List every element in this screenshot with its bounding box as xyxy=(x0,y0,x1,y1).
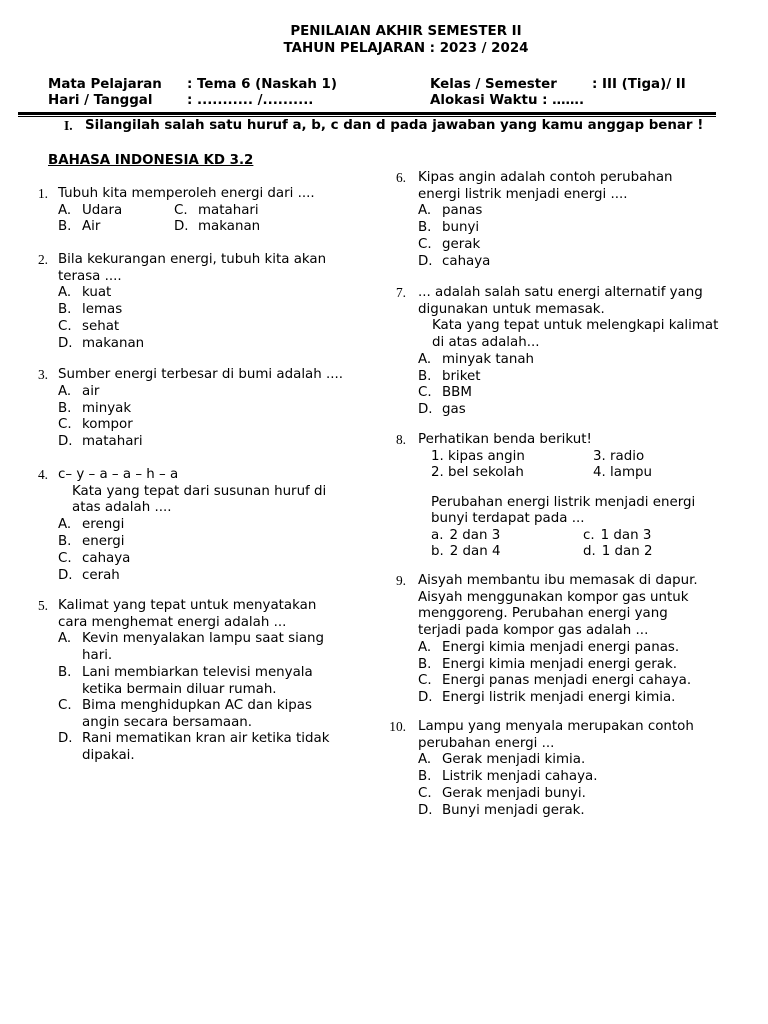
option-text: Energi kimia menjadi energi gerak. xyxy=(442,656,677,672)
option-text: makanan xyxy=(82,335,145,351)
instruction-text: Silangilah salah satu huruf a, b, c dan d pada jawaban yang kamu anggap benar ! xyxy=(85,118,704,133)
question-text: digunakan untuk memasak. xyxy=(418,301,605,317)
answer-option[interactable] xyxy=(418,352,534,369)
answer-option[interactable] xyxy=(418,640,679,657)
option-letter: B. xyxy=(58,664,72,680)
option-letter: B. xyxy=(58,400,72,416)
option-text: minyak tanah xyxy=(442,351,535,367)
question-text: Kata yang tepat dari susunan huruf di xyxy=(72,483,327,499)
option-letter: A. xyxy=(58,285,72,301)
answer-option[interactable] xyxy=(418,203,482,220)
option-letter: A. xyxy=(418,752,432,768)
time-allocation: Alokasi Waktu : ……. xyxy=(430,93,585,108)
question-text: cara menghemat energi adalah ... xyxy=(58,614,287,630)
question-item: 4. lampu xyxy=(593,465,652,481)
option-text: Energi panas menjadi energi cahaya. xyxy=(442,673,692,689)
answer-option[interactable] xyxy=(174,219,260,236)
question-number: 10. xyxy=(389,719,406,734)
school-year: TAHUN PELAJARAN : 2023 / 2024 xyxy=(283,41,529,56)
option-text-continued: hari. xyxy=(82,648,113,664)
option-letter: B. xyxy=(58,219,72,235)
question-text: Kalimat yang tepat untuk menyatakan xyxy=(58,598,317,613)
option-text: cahaya xyxy=(442,253,491,269)
question-number: 6. xyxy=(395,170,406,185)
question-text: menggoreng. Perubahan energi yang xyxy=(418,606,668,622)
date-label: Hari / Tanggal xyxy=(48,93,153,108)
option-letter: D. xyxy=(174,219,189,235)
option-letter: B. xyxy=(418,368,432,384)
option-letter: B. xyxy=(58,302,72,318)
option-letter: C. xyxy=(418,786,432,801)
section-title: BAHASA INDONESIA KD 3.2 xyxy=(48,153,254,168)
answer-option[interactable] xyxy=(58,665,313,682)
option-letter: B. xyxy=(58,533,72,549)
option-letter: C. xyxy=(58,550,72,566)
option-letter: C. xyxy=(58,698,72,713)
option-text-continued: angin secara bersamaan. xyxy=(82,714,253,730)
option-text: Gerak menjadi kimia. xyxy=(442,752,586,768)
option-letter: d. xyxy=(583,544,596,560)
answer-option[interactable] xyxy=(58,285,111,302)
question-number: 3. xyxy=(37,367,48,382)
option-letter: A. xyxy=(58,383,72,399)
option-text: energi xyxy=(82,533,125,549)
question-text: terjadi pada kompor gas adalah ... xyxy=(418,623,649,639)
subject-label: Mata Pelajaran xyxy=(48,77,162,92)
option-text: Energi kimia menjadi energi panas. xyxy=(442,639,680,655)
option-text: gas xyxy=(442,402,466,418)
option-text: kuat xyxy=(82,285,112,301)
answer-option[interactable] xyxy=(418,752,585,769)
question-text: Kipas angin adalah contoh perubahan xyxy=(418,170,673,185)
answer-option[interactable] xyxy=(58,302,122,319)
answer-option[interactable] xyxy=(58,534,124,551)
option-text: matahari xyxy=(82,434,143,450)
question-number: 4. xyxy=(37,467,48,482)
option-text: bunyi xyxy=(442,220,480,236)
date-value: : ........... /.......... xyxy=(187,93,314,108)
option-text: cahaya xyxy=(82,550,131,566)
question-text: Bila kekurangan energi, tubuh kita akan xyxy=(58,252,327,267)
answer-option[interactable] xyxy=(418,690,675,707)
option-text-continued: dipakai. xyxy=(82,748,135,764)
header-divider-thin xyxy=(18,116,716,117)
question-stem: bunyi terdapat pada ... xyxy=(431,511,585,527)
option-text: lemas xyxy=(82,302,123,318)
option-letter: C. xyxy=(418,673,432,689)
instruction-number: I. xyxy=(64,118,73,133)
question-text: Lampu yang menyala merupakan contoh xyxy=(418,719,694,734)
option-letter: C. xyxy=(58,417,72,433)
option-text: gerak xyxy=(442,237,481,252)
answer-option[interactable] xyxy=(418,803,585,820)
option-text: briket xyxy=(442,368,481,384)
question-item: 2. bel sekolah xyxy=(431,465,524,481)
answer-option[interactable] xyxy=(583,544,653,561)
question-number: 1. xyxy=(37,186,48,201)
answer-option[interactable] xyxy=(418,369,481,386)
option-letter: A. xyxy=(418,351,432,367)
answer-option[interactable] xyxy=(174,203,259,220)
question-text: Tubuh kita memperoleh energi dari .... xyxy=(58,186,315,201)
answer-option[interactable] xyxy=(58,551,130,568)
question-text: Perhatikan benda berikut! xyxy=(418,432,592,447)
option-letter: D. xyxy=(418,253,433,269)
option-text: 2 dan 3 xyxy=(449,527,501,543)
answer-option[interactable] xyxy=(418,220,479,237)
option-letter: D. xyxy=(58,731,73,747)
option-letter: A. xyxy=(58,517,72,533)
answer-option[interactable] xyxy=(58,336,144,353)
question-text: ... adalah salah satu energi alternatif yang xyxy=(418,285,703,300)
answer-option[interactable] xyxy=(418,254,490,271)
answer-option[interactable] xyxy=(58,319,119,336)
option-letter: A. xyxy=(58,631,72,647)
option-letter: C. xyxy=(174,202,188,218)
question-text: Aisyah membantu ibu memasak di dapur. xyxy=(418,573,698,588)
answer-option[interactable] xyxy=(58,203,122,220)
answer-option[interactable] xyxy=(58,631,324,648)
option-text-continued: ketika bermain diluar rumah. xyxy=(82,681,277,697)
answer-option[interactable] xyxy=(418,769,597,786)
option-letter: c. xyxy=(583,527,595,543)
answer-option[interactable] xyxy=(431,544,501,561)
option-letter: B. xyxy=(418,656,432,672)
option-letter: D. xyxy=(418,802,433,818)
option-letter: D. xyxy=(418,402,433,418)
option-text: Bunyi menjadi gerak. xyxy=(442,802,585,818)
answer-option[interactable] xyxy=(58,384,99,401)
option-letter: C. xyxy=(418,385,432,401)
option-text: 1 dan 3 xyxy=(600,527,652,543)
question-number: 2. xyxy=(37,252,48,267)
option-text: BBM xyxy=(442,385,472,401)
option-text: cerah xyxy=(82,567,120,583)
question-number: 8. xyxy=(395,432,406,447)
option-letter: A. xyxy=(418,203,432,219)
question-text: atas adalah .... xyxy=(72,500,172,516)
question-number: 5. xyxy=(37,598,48,613)
answer-option[interactable] xyxy=(58,517,124,534)
option-letter: B. xyxy=(418,220,432,236)
option-letter: C. xyxy=(58,319,72,334)
answer-option[interactable] xyxy=(418,402,466,419)
option-letter: D. xyxy=(58,567,73,583)
option-text: 1 dan 2 xyxy=(601,544,653,560)
answer-option[interactable] xyxy=(58,434,143,451)
option-text: Energi listrik menjadi energi kimia. xyxy=(442,690,676,706)
question-item: 1. kipas angin xyxy=(431,448,525,464)
answer-option[interactable] xyxy=(583,528,651,545)
question-item: 3. radio xyxy=(593,448,645,464)
answer-option[interactable] xyxy=(431,528,500,545)
answer-option[interactable] xyxy=(418,786,586,803)
option-text: erengi xyxy=(82,517,125,533)
option-text: panas xyxy=(442,203,483,219)
answer-option[interactable] xyxy=(58,568,120,585)
option-letter: C. xyxy=(418,237,432,252)
answer-option[interactable] xyxy=(418,673,691,690)
answer-option[interactable] xyxy=(58,219,100,236)
subject-value: : Tema 6 (Naskah 1) xyxy=(187,77,337,92)
option-text: sehat xyxy=(82,319,120,334)
class-label: Kelas / Semester xyxy=(430,77,557,92)
answer-option[interactable] xyxy=(58,417,133,434)
option-text: air xyxy=(82,383,100,399)
option-text: kompor xyxy=(82,417,133,433)
question-number: 9. xyxy=(395,573,406,588)
question-stem: Perubahan energi listrik menjadi energi xyxy=(431,494,696,510)
option-letter: D. xyxy=(58,434,73,450)
option-letter: A. xyxy=(418,639,432,655)
question-number: 7. xyxy=(395,285,406,300)
option-text: Rani mematikan kran air ketika tidak xyxy=(82,731,330,747)
option-text: Bima menghidupkan AC dan kipas xyxy=(82,698,312,713)
question-text: Aisyah menggunakan kompor gas untuk xyxy=(418,589,689,605)
option-text: matahari xyxy=(198,202,259,218)
option-text: Kevin menyalakan lampu saat siang xyxy=(82,631,325,647)
answer-option[interactable] xyxy=(58,731,329,748)
option-letter: D. xyxy=(58,335,73,351)
header-divider xyxy=(18,112,716,115)
question-text: Sumber energi terbesar di bumi adalah .... xyxy=(58,367,344,382)
option-text: Gerak menjadi bunyi. xyxy=(442,786,586,801)
question-text: di atas adalah... xyxy=(432,335,540,351)
option-letter: B. xyxy=(418,769,432,785)
option-letter: D. xyxy=(418,690,433,706)
option-text: minyak xyxy=(82,400,132,416)
option-text: 2 dan 4 xyxy=(449,544,501,560)
question-text: terasa .... xyxy=(58,268,122,284)
option-text: Udara xyxy=(82,202,123,218)
option-letter: b. xyxy=(431,544,444,560)
answer-option[interactable] xyxy=(58,401,131,418)
option-text: makanan xyxy=(198,219,261,235)
answer-option[interactable] xyxy=(418,385,472,402)
question-text: perubahan energi ... xyxy=(418,735,555,751)
class-value: : III (Tiga)/ II xyxy=(592,77,686,92)
option-text: Lani membiarkan televisi menyala xyxy=(82,664,313,680)
answer-option[interactable] xyxy=(58,698,312,715)
option-text: Listrik menjadi cahaya. xyxy=(442,769,598,785)
option-letter: A. xyxy=(58,202,72,218)
question-text: c– y – a – a – h – a xyxy=(58,467,179,482)
option-text: Air xyxy=(82,219,101,235)
option-letter: a. xyxy=(431,527,444,543)
answer-option[interactable] xyxy=(418,237,480,254)
question-text: energi listrik menjadi energi .... xyxy=(418,186,628,202)
answer-option[interactable] xyxy=(418,657,677,674)
exam-title: PENILAIAN AKHIR SEMESTER II xyxy=(290,24,522,39)
question-text: Kata yang tepat untuk melengkapi kalimat xyxy=(432,318,719,334)
